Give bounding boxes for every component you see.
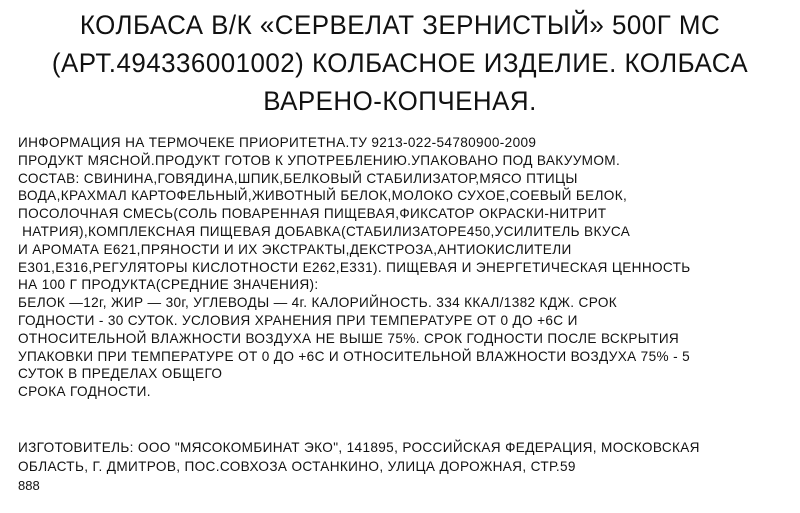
description-line: НАТРИЯ),КОМПЛЕКСНАЯ ПИЩЕВАЯ ДОБАВКА(СТАБИЛИЗАТОРЕ450,УСИЛИТЕЛЬ ВКУСА bbox=[18, 223, 631, 239]
title-line: КОЛБАСА В/К «СЕРВЕЛАТ ЗЕРНИСТЫЙ» 500Г МС bbox=[79, 10, 721, 40]
manufacturer-line: ИЗГОТОВИТЕЛЬ: ООО "МЯСОКОМБИНАТ ЭКО", 141895, РОССИЙСКАЯ ФЕДЕРАЦИЯ, МОСКОВСКАЯ bbox=[18, 440, 700, 455]
product-title bbox=[29, 6, 770, 120]
title-line: (АРТ.494336001002) КОЛБАСНОЕ ИЗДЕЛИЕ. КОЛБАСА bbox=[51, 48, 749, 78]
description-line: ОТНОСИТЕЛЬНОЙ ВЛАЖНОСТИ ВОЗДУХА НЕ ВЫШЕ 75%. СРОК ГОДНОСТИ ПОСЛЕ ВСКРЫТИЯ bbox=[18, 330, 680, 346]
description-line: НА 100 Г ПРОДУКТА(СРЕДНИЕ ЗНАЧЕНИЯ): bbox=[18, 277, 319, 293]
description-line: УПАКОВКИ ПРИ ТЕМПЕРАТУРЕ ОТ 0 ДО +6С И ОТНОСИТЕЛЬНОЙ ВЛАЖНОСТИ ВОЗДУХА 75% - 5 bbox=[18, 348, 690, 364]
description-line: ИНФОРМАЦИЯ НА ТЕРМОЧЕКЕ ПРИОРИТЕТНА.ТУ 9213-022-54780900-2009 bbox=[18, 135, 537, 150]
description-line: Е301,Е316,РЕГУЛЯТОРЫ КИСЛОТНОСТИ Е262,Е331). ПИЩЕВАЯ И ЭНЕРГЕТИЧЕСКАЯ ЦЕННОСТЬ bbox=[18, 259, 691, 275]
title-line: ВАРЕНО-КОПЧЕНАЯ. bbox=[263, 86, 537, 116]
product-description bbox=[18, 134, 788, 401]
description-line: ПРОДУКТ МЯСНОЙ.ПРОДУКТ ГОТОВ К УПОТРЕБЛЕНИЮ.УПАКОВАНО ПОД ВАКУУМОМ. bbox=[18, 152, 621, 168]
description-line: ПОСОЛОЧНАЯ СМЕСЬ(СОЛЬ ПОВАРЕННАЯ ПИЩЕВАЯ,ФИКСАТОР ОКРАСКИ-НИТРИТ bbox=[18, 206, 607, 222]
description-line: СУТОК В ПРЕДЕЛАХ ОБЩЕГО bbox=[18, 366, 223, 382]
description-line: ГОДНОСТИ - 30 СУТОК. УСЛОВИЯ ХРАНЕНИЯ ПРИ ТЕМПЕРАТУРЕ ОТ 0 ДО +6С И bbox=[18, 312, 578, 328]
manufacturer-line: ОБЛАСТЬ, Г. ДМИТРОВ, ПОС.СОВХОЗА ОСТАНКИНО, УЛИЦА ДОРОЖНАЯ, СТР.59 bbox=[18, 459, 576, 474]
description-line: СОСТАВ: СВИНИНА,ГОВЯДИНА,ШПИК,БЕЛКОВЫЙ СТАБИЛИЗАТОР,МЯСО ПТИЦЫ bbox=[18, 170, 578, 186]
description-line: БЕЛОК —12г, ЖИР — 30г, УГЛЕВОДЫ — 4г. КАЛОРИЙНОСТЬ. 334 ККАЛ/1382 КДЖ. СРОК bbox=[18, 295, 618, 311]
description-line: И АРОМАТА Е621,ПРЯНОСТИ И ИХ ЭКСТРАКТЫ,ДЕКСТРОЗА,АНТИОКИСЛИТЕЛИ bbox=[18, 241, 572, 257]
description-line: ВОДА,КРАХМАЛ КАРТОФЕЛЬНЫЙ,ЖИВОТНЫЙ БЕЛОК,МОЛОКО СУХОЕ,СОЕВЫЙ БЕЛОК, bbox=[18, 188, 628, 204]
description-line: СРОКА ГОДНОСТИ. bbox=[18, 384, 151, 400]
label-code: 888 bbox=[18, 478, 40, 493]
manufacturer-info bbox=[18, 438, 788, 476]
